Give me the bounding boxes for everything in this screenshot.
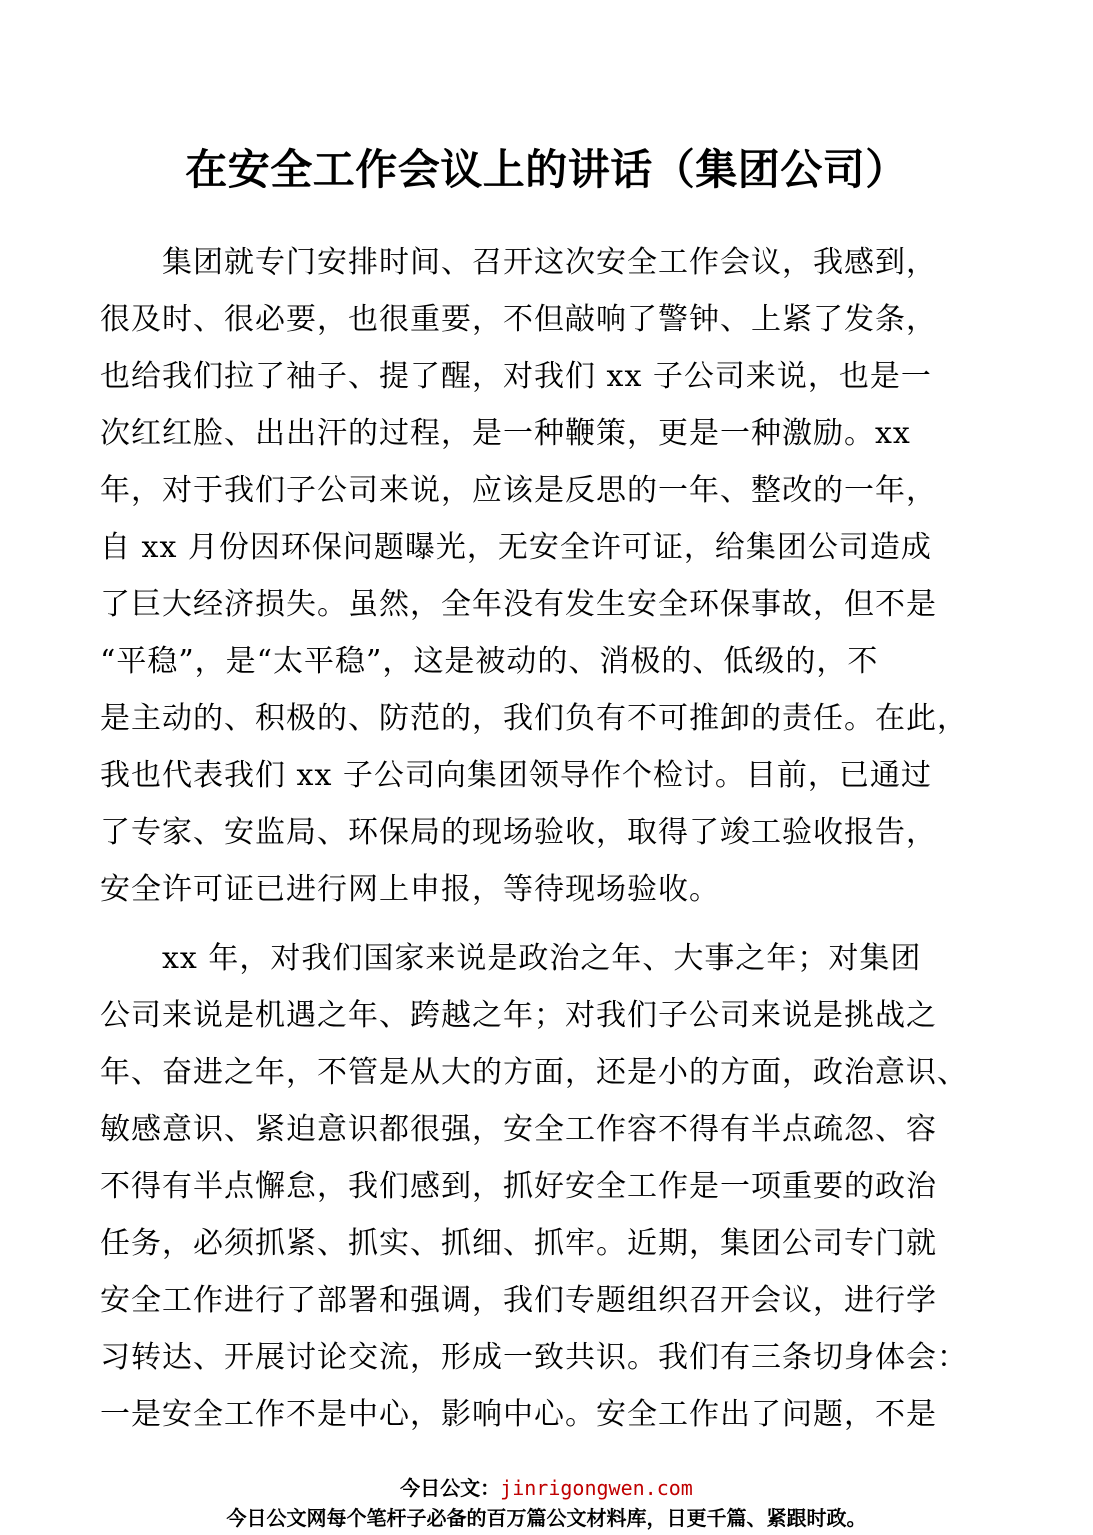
body-line: 集团就专门安排时间、召开这次安全工作会议，我感到， [100,245,937,280]
footer-label: 今日公文： [400,1476,501,1500]
body-line: 不得有半点懈怠，我们感到，抓好安全工作是一项重要的政治 [100,1169,937,1204]
body-line: 公司来说是机遇之年、跨越之年；对我们子公司来说是挑战之 [100,998,937,1033]
footer-source [0,1474,1093,1502]
body-line: 很及时、很必要，也很重要，不但敲响了警钟、上紧了发条， [100,302,937,337]
footer-slogan: 今日公文网每个笔杆子必备的百万篇公文材料库，日更千篇、紧跟时政。 [226,1506,867,1530]
body-line: 年、奋进之年，不管是从大的方面，还是小的方面，政治意识、 [100,1055,968,1090]
document-title: 在安全工作会议上的讲话（集团公司） [185,145,908,194]
body-line: 了巨大经济损失。虽然，全年没有发生安全环保事故，但不是 [100,587,937,622]
body-line: “平稳”，是“太平稳”，这是被动的、消极的、低级的，不 [100,644,879,679]
body-line: 任务，必须抓紧、抓实、抓细、抓牢。近期，集团公司专门就 [100,1226,937,1261]
body-line: 安全许可证已进行网上申报，等待现场验收。 [100,872,720,907]
body-line: 习转达、开展讨论交流，形成一致共识。我们有三条切身体会： [100,1340,968,1375]
body-line: 次红红脸、出出汗的过程，是一种鞭策，更是一种激励。xx [100,416,911,451]
body-line: 一是安全工作不是中心，影响中心。安全工作出了问题，不是 [100,1397,937,1432]
body-line: 我也代表我们 xx 子公司向集团领导作个检讨。目前，已通过 [100,758,932,793]
body-line: 安全工作进行了部署和强调，我们专题组织召开会议，进行学 [100,1283,937,1318]
body-line: 自 xx 月份因环保问题曝光，无安全许可证，给集团公司造成 [100,530,932,565]
footer-url-link[interactable]: jinrigongwen.com [500,1476,693,1500]
body-line: 也给我们拉了袖子、提了醒，对我们 xx 子公司来说，也是一 [100,359,932,394]
body-line: 是主动的、积极的、防范的，我们负有不可推卸的责任。在此， [100,701,968,736]
body-line: 了专家、安监局、环保局的现场验收，取得了竣工验收报告， [100,815,937,850]
body-line: 年，对于我们子公司来说，应该是反思的一年、整改的一年， [100,473,937,508]
body-line: 敏感意识、紧迫意识都很强，安全工作容不得有半点疏忽、容 [100,1112,937,1147]
body-line: xx 年，对我们国家来说是政治之年、大事之年；对集团 [100,941,922,976]
